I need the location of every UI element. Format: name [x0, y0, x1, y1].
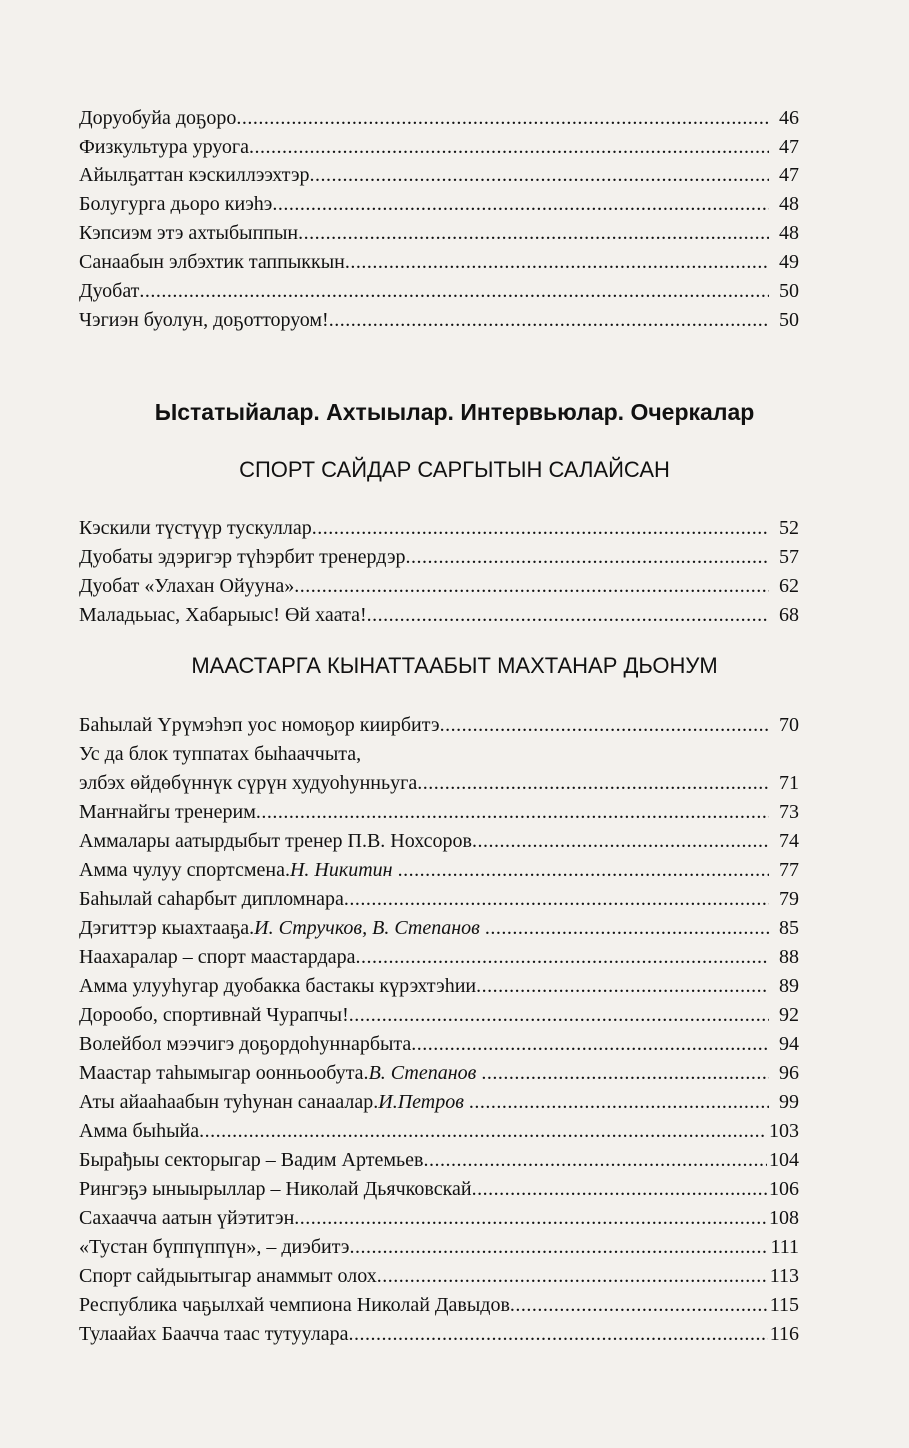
toc-entry	[79, 1001, 799, 1029]
toc-entry	[79, 1233, 799, 1261]
toc-entry-page: 88	[779, 946, 799, 968]
toc-entry	[79, 277, 799, 305]
toc-entry-page: 48	[779, 193, 799, 215]
toc-entry-page: 103	[769, 1120, 799, 1142]
toc-entry-page: 108	[769, 1207, 799, 1229]
toc-entry	[79, 543, 799, 571]
toc-entry-page: 57	[779, 546, 799, 568]
toc-entry	[79, 798, 799, 826]
toc-entry-title: Баһылай саһарбыт дипломнара	[79, 888, 344, 910]
toc-entry-title: Аты айааһаабын туһунан санаалар.	[79, 1091, 379, 1113]
dot-leader	[485, 914, 769, 942]
toc-entry-page: 106	[769, 1178, 799, 1200]
dot-leader	[349, 1001, 769, 1029]
dot-leader	[329, 306, 769, 334]
toc-entry	[79, 1175, 799, 1203]
toc-entry	[79, 104, 799, 132]
toc-entry-page: 94	[779, 1033, 799, 1055]
toc-entry	[79, 827, 799, 855]
toc-entry-title: Волейбол мээчигэ доҕордоһуннарбыта	[79, 1033, 412, 1055]
toc-entry-page: 47	[779, 164, 799, 186]
toc-entry-page: 47	[779, 136, 799, 158]
toc-entry	[79, 1291, 799, 1319]
toc-entry-page: 73	[779, 801, 799, 823]
dot-leader	[367, 601, 769, 629]
toc-entry	[79, 914, 799, 942]
dot-leader	[294, 572, 769, 600]
dot-leader	[139, 277, 769, 305]
toc-entry-title: Кэскили түстүүр тускуллар	[79, 517, 312, 539]
toc-entry	[79, 1030, 799, 1058]
toc-entry-page: 46	[779, 107, 799, 129]
toc-entry	[79, 856, 799, 884]
toc-entry-page: 49	[779, 251, 799, 273]
toc-entry	[79, 769, 799, 797]
toc-entry-title: Наахаралар – спорт маастардара	[79, 946, 356, 968]
toc-entry-title: Маҥнайгы тренерим	[79, 801, 256, 823]
toc-entry-title: Дэгиттэр кыахтааҕа.	[79, 917, 255, 939]
dot-leader	[411, 1030, 769, 1058]
toc-entry	[79, 740, 799, 768]
toc-entry-author: И.Петров	[378, 1091, 464, 1113]
toc-entry-title: Спорт сайдыытыгар анаммыт олох	[79, 1265, 377, 1287]
toc-entry-title: Тулаайах Баачча таас тутуулара	[79, 1323, 349, 1345]
dot-leader	[298, 219, 769, 247]
toc-entry-page: 52	[779, 517, 799, 539]
toc-entry-page: 116	[769, 1323, 799, 1345]
toc-entry-title: Дуобат «Улахан Ойууна»	[79, 575, 295, 597]
toc-entry	[79, 190, 799, 218]
toc-entry-author: Н. Никитин	[289, 859, 393, 881]
dot-leader	[472, 827, 769, 855]
toc-entry-title: Амма чулуу спортсмена.	[79, 859, 290, 881]
toc-entry-title: Болугурга дьоро киэһэ	[79, 193, 273, 215]
dot-leader	[423, 1146, 767, 1174]
dot-leader	[472, 1175, 767, 1203]
dot-leader	[398, 856, 769, 884]
toc-entry-title: Маладьыас, Хабарыыс! Өй хаата!	[79, 604, 367, 626]
toc-entry	[79, 1146, 799, 1174]
toc-entry	[79, 219, 799, 247]
toc-entry-title: Кэпсиэм этэ ахтыбыппын	[79, 222, 299, 244]
toc-entry	[79, 161, 799, 189]
toc-entry-page: 99	[779, 1091, 799, 1113]
toc-entry-page: 74	[779, 830, 799, 852]
toc-entry	[79, 306, 799, 334]
toc-entry	[79, 943, 799, 971]
toc-entry-title: Амма улууһугар дуобакка бастакы күрэхтэһии	[79, 975, 477, 997]
dot-leader	[350, 1233, 769, 1261]
toc-entry-title: Санаабын элбэхтик таппыккын	[79, 251, 345, 273]
toc-entry	[79, 133, 799, 161]
toc-entry	[79, 514, 799, 542]
dot-leader	[417, 769, 769, 797]
toc-entry-title: Физкультура уруога	[79, 136, 249, 158]
toc-entry-page: 50	[779, 309, 799, 331]
toc-entry-page: 62	[779, 575, 799, 597]
toc-entry	[79, 1262, 799, 1290]
toc-entry	[79, 711, 799, 739]
toc-entry-page: 104	[769, 1149, 799, 1171]
toc-entry-page: 68	[779, 604, 799, 626]
toc-entry-author: В. Степанов	[368, 1062, 477, 1084]
section-title: Ыстатыйалар. Ахтыылар. Интервьюлар. Очеркалар	[154, 399, 755, 425]
toc-entry-title: Аммалары аатырдыбыт тренер П.В. Нохсоров	[79, 830, 472, 852]
toc-entry-page: 79	[779, 888, 799, 910]
dot-leader	[406, 543, 769, 571]
toc-entry-title: Баһылай Үрүмэһэп уос номоҕор киирбитэ	[79, 714, 440, 736]
toc-entry-title: Сахаачча аатын үйэтитэн	[79, 1207, 295, 1229]
toc-entry-title: Дуобат	[79, 280, 140, 302]
toc-entry-title: Рингэҕэ ыныырыллар – Николай Дьячковскай	[79, 1178, 472, 1200]
dot-leader	[256, 798, 769, 826]
toc-entry	[79, 1088, 799, 1116]
toc-entry-title: Ус да блок туппатах быһааччыта,	[79, 743, 362, 765]
dot-leader	[476, 972, 769, 1000]
dot-leader	[469, 1088, 769, 1116]
toc-entry	[79, 1204, 799, 1232]
toc-entry-title: Бырађыы секторыгар – Вадим Артемьев	[79, 1149, 424, 1171]
toc-entry	[79, 1117, 799, 1145]
subsection-title: СПОРТ САЙДАР САРГЫТЫН САЛАЙСАН	[239, 457, 670, 482]
toc-entry-author: И. Стручков, В. Степанов	[254, 917, 480, 939]
dot-leader	[236, 104, 769, 132]
dot-leader	[345, 248, 769, 276]
toc-entry	[79, 1320, 799, 1348]
dot-leader	[312, 514, 769, 542]
toc-entry	[79, 601, 799, 629]
toc-entry-page: 70	[779, 714, 799, 736]
dot-leader	[272, 190, 769, 218]
dot-leader	[481, 1059, 769, 1087]
dot-leader	[199, 1117, 767, 1145]
subsection-title: МААСТАРГА КЫНАТТААБЫТ МАХТАНАР ДЬОНУМ	[191, 653, 718, 678]
toc-entry-page: 85	[779, 917, 799, 939]
dot-leader	[310, 161, 769, 189]
toc-entry-title: Айылҕаттан кэскиллээхтэр	[79, 164, 310, 186]
dot-leader	[355, 943, 769, 971]
toc-entry-page: 50	[779, 280, 799, 302]
toc-entry-title: Республика чаҕылхай чемпиона Николай Давыдов	[79, 1294, 510, 1316]
toc-entry-title: «Тустан бүппүппүн», – диэбитэ	[79, 1236, 350, 1258]
toc-entry-page: 92	[779, 1004, 799, 1026]
toc-entry-page: 96	[779, 1062, 799, 1084]
toc-entry	[79, 248, 799, 276]
toc-entry-title: Дуобаты эдэригэр түһэрбит тренердэр	[79, 546, 406, 568]
dot-leader	[344, 885, 769, 913]
dot-leader	[377, 1262, 768, 1290]
toc-entry-title: элбэх өйдөбүннүк сүрүн худуоһунньуга	[79, 772, 418, 794]
dot-leader	[510, 1291, 768, 1319]
dot-leader	[349, 1320, 768, 1348]
toc-entry-page: 77	[779, 859, 799, 881]
dot-leader	[249, 133, 769, 161]
toc-entry-page: 115	[769, 1294, 799, 1316]
toc-entry	[79, 1059, 799, 1087]
toc-entry	[79, 972, 799, 1000]
toc-entry-title: Чэгиэн буолун, доҕотторуом!	[79, 309, 329, 331]
toc-entry	[79, 572, 799, 600]
toc-entry-page: 89	[779, 975, 799, 997]
toc-entry-page: 71	[779, 772, 799, 794]
toc-entry-title: Маастар таһымыгар оонньообута.	[79, 1062, 369, 1084]
dot-leader	[440, 711, 769, 739]
toc-entry-page: 113	[769, 1265, 799, 1287]
toc-entry-page: 48	[779, 222, 799, 244]
toc-entry	[79, 885, 799, 913]
toc-entry-title: Амма быһыйа	[79, 1120, 200, 1142]
toc-entry-title: Доруобуйа доҕоро	[79, 107, 237, 129]
dot-leader	[294, 1204, 767, 1232]
toc-entry-page: 111	[770, 1236, 799, 1258]
toc-entry-title: Дорообо, спортивнай Чурапчы!	[79, 1004, 349, 1026]
